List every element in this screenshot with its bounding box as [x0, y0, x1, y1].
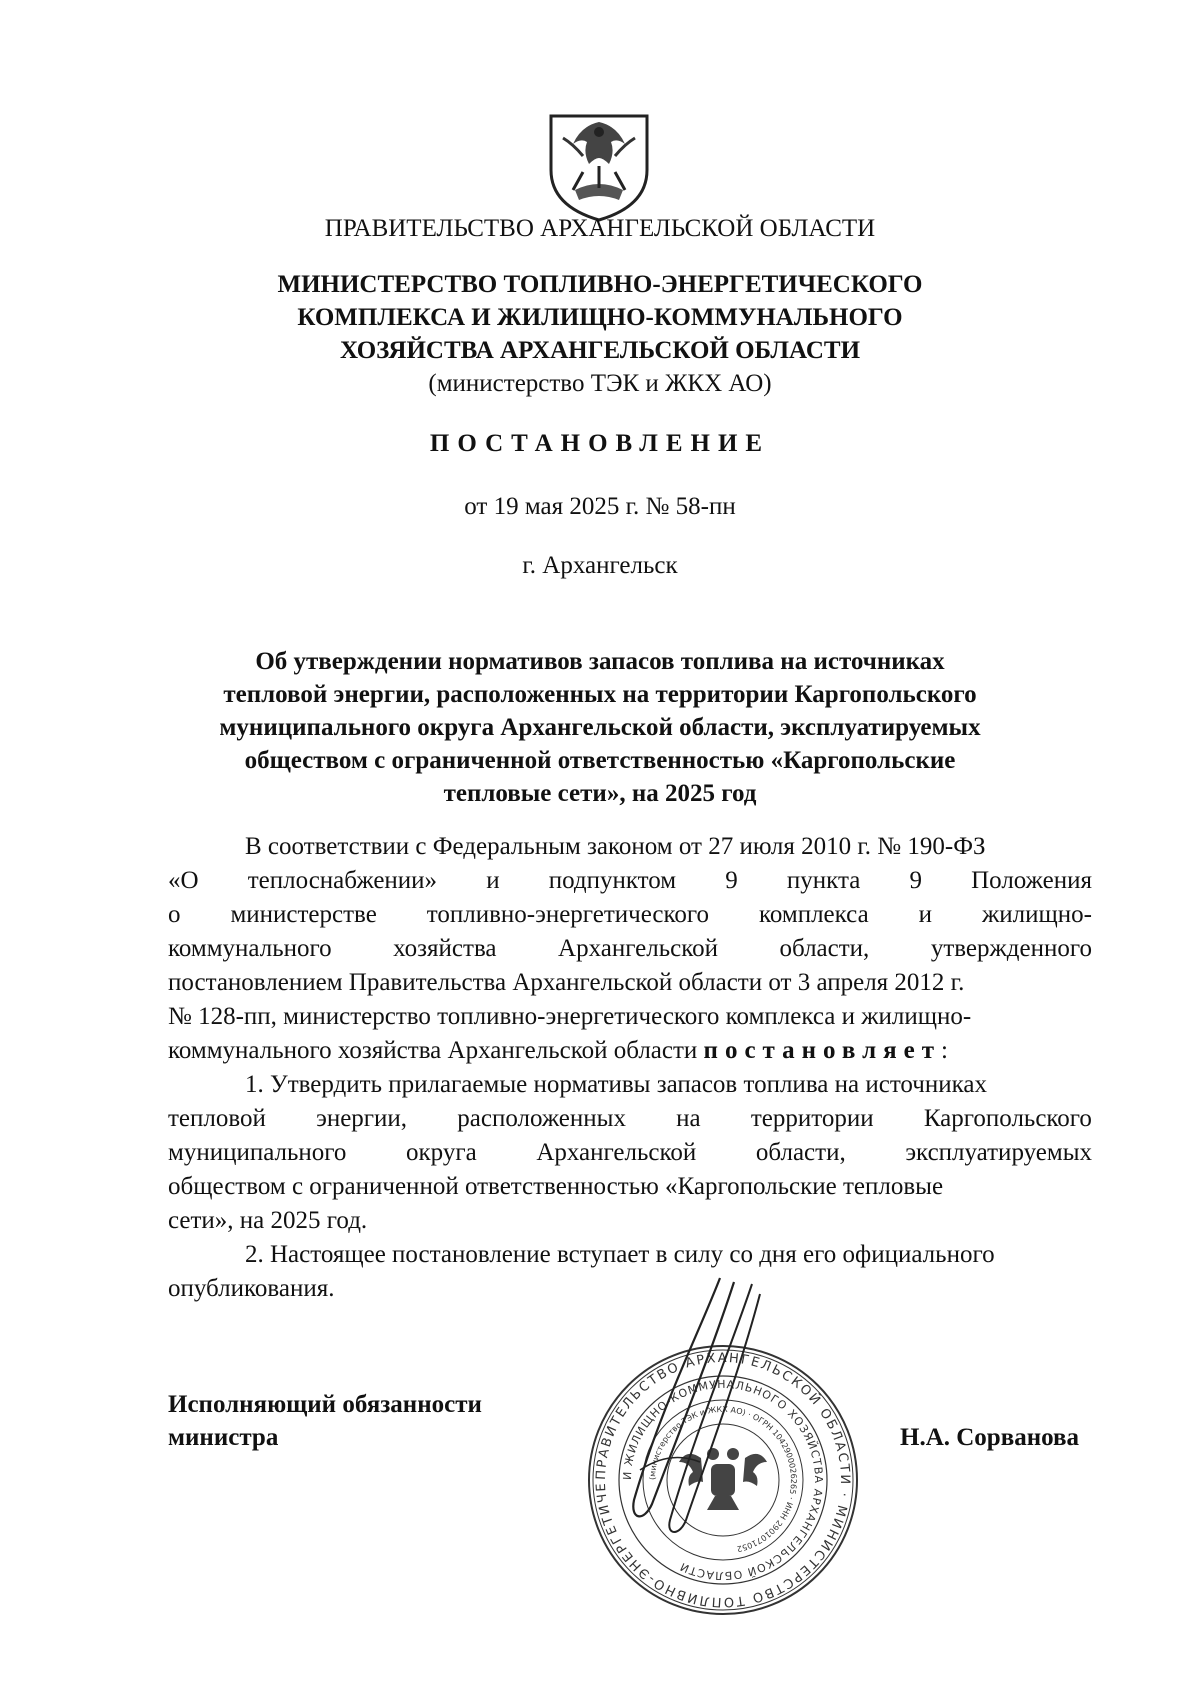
word: «О	[168, 867, 199, 894]
word: области,	[755, 1139, 846, 1166]
body-p1-line-4	[168, 932, 1092, 966]
ministry-name-line-1: МИНИСТЕРСТВО ТОПЛИВНО-ЭНЕРГЕТИЧЕСКОГО	[277, 271, 923, 298]
word: тепловой	[168, 1105, 266, 1132]
word: на	[676, 1105, 701, 1132]
word: области,	[779, 935, 870, 962]
body-text: :	[941, 1037, 948, 1064]
word: пункта	[786, 867, 861, 894]
word: и	[486, 867, 500, 894]
word: Архангельской	[558, 935, 718, 962]
word: 9	[725, 867, 738, 894]
stamp-core-text: (министерство ТЭК и ЖКХ АО) · ОГРН 1042900026265 · ИНН 2901071052	[647, 1404, 799, 1554]
document-type: ПОСТАНОВЛЕНИЕ	[429, 430, 771, 457]
signatory-position-line-1: Исполняющий обязанности	[168, 1391, 482, 1418]
document-city: г. Архангельск	[522, 552, 678, 579]
title-line-5: тепловые сети», на 2025 год	[443, 780, 757, 807]
word: территории	[750, 1105, 874, 1132]
word: утвержденного	[930, 935, 1092, 962]
signatory-name: Н.А. Сорванова	[900, 1424, 1079, 1451]
word: муниципального	[168, 1139, 347, 1166]
body-p1-line-7	[168, 1034, 948, 1068]
title-line-2: тепловой энергии, расположенных на территории Каргопольского	[223, 681, 977, 708]
ministry-short-name: (министерство ТЭК и ЖКХ АО)	[428, 370, 772, 397]
title-line-3: муниципального округа Архангельской области, эксплуатируемых	[219, 714, 981, 741]
stamp-outer-text: ПРАВИТЕЛЬСТВО АРХАНГЕЛЬСКОЙ ОБЛАСТИ · МИНИСТЕРСТВО ТОПЛИВНО-ЭНЕРГЕТИЧЕ	[593, 1350, 853, 1610]
body-p1-line-3	[168, 898, 1092, 932]
word: Архангельской	[536, 1139, 697, 1166]
word: и	[918, 901, 933, 928]
word: хозяйства	[393, 935, 497, 962]
handwritten-signature	[600, 1270, 780, 1560]
body-p2-line-2	[168, 1102, 1092, 1136]
body-p1-line-6: № 128-пп, министерство топливно-энергетического комплекса и жилищно-	[168, 1003, 972, 1030]
coat-of-arms-emblem	[547, 110, 651, 222]
body-p2-line-3	[168, 1136, 1092, 1170]
word: теплоснабжении»	[247, 867, 438, 894]
word: жилищно-	[981, 901, 1092, 928]
body-p2-line-1: 1. Утвердить прилагаемые нормативы запасов топлива на источниках	[245, 1071, 987, 1098]
word: министерстве	[230, 901, 377, 928]
body-p1-line-2	[168, 864, 1092, 898]
resolves-word: постановляет	[703, 1037, 942, 1064]
word: подпунктом	[548, 867, 677, 894]
body-p3-line-1: 2. Настоящее постановление вступает в силу со дня его официального	[245, 1241, 995, 1268]
word: энергии,	[316, 1105, 408, 1132]
document-date-number: от 19 мая 2025 г. № 58-пн	[464, 493, 736, 520]
word: топливно-энергетического	[426, 901, 710, 928]
stamp-inner-text: И ЖИЛИЩНО-КОММУНАЛЬНОГО ХОЗЯЙСТВА АРХАНГЕЛЬСКОЙ ОБЛАСТИ	[620, 1377, 826, 1583]
body-p1-line-1: В соответствии с Федеральным законом от 27 июля 2010 г. № 190-ФЗ	[245, 833, 986, 860]
word: коммунального	[168, 935, 332, 962]
word: Каргопольского	[923, 1105, 1092, 1132]
word: Положения	[971, 867, 1092, 894]
word: о	[168, 901, 181, 928]
body-p3-line-2: опубликования.	[168, 1275, 335, 1302]
ministry-name-line-3: ХОЗЯЙСТВА АРХАНГЕЛЬСКОЙ ОБЛАСТИ	[339, 337, 861, 364]
word: расположенных	[457, 1105, 626, 1132]
ministry-name-line-2: КОМПЛЕКСА И ЖИЛИЩНО-КОММУНАЛЬНОГО	[297, 304, 903, 331]
body-p1-line-5: постановлением Правительства Архангельской области от 3 апреля 2012 г.	[168, 969, 965, 996]
word: округа	[406, 1139, 477, 1166]
word: эксплуатируемых	[905, 1139, 1092, 1166]
body-p2-line-4: обществом с ограниченной ответственностью «Каргопольские тепловые	[168, 1173, 944, 1200]
word: комплекса	[758, 901, 869, 928]
body-text: коммунального хозяйства Архангельской области	[168, 1037, 704, 1064]
government-name: ПРАВИТЕЛЬСТВО АРХАНГЕЛЬСКОЙ ОБЛАСТИ	[324, 215, 876, 242]
word: 9	[909, 867, 922, 894]
signatory-position-line-2: министра	[168, 1424, 279, 1451]
title-line-1: Об утверждении нормативов запасов топлива на источниках	[255, 648, 945, 675]
title-line-4: обществом с ограниченной ответственностью «Каргопольские	[244, 747, 956, 774]
body-p2-line-5: сети», на 2025 год.	[168, 1207, 368, 1234]
